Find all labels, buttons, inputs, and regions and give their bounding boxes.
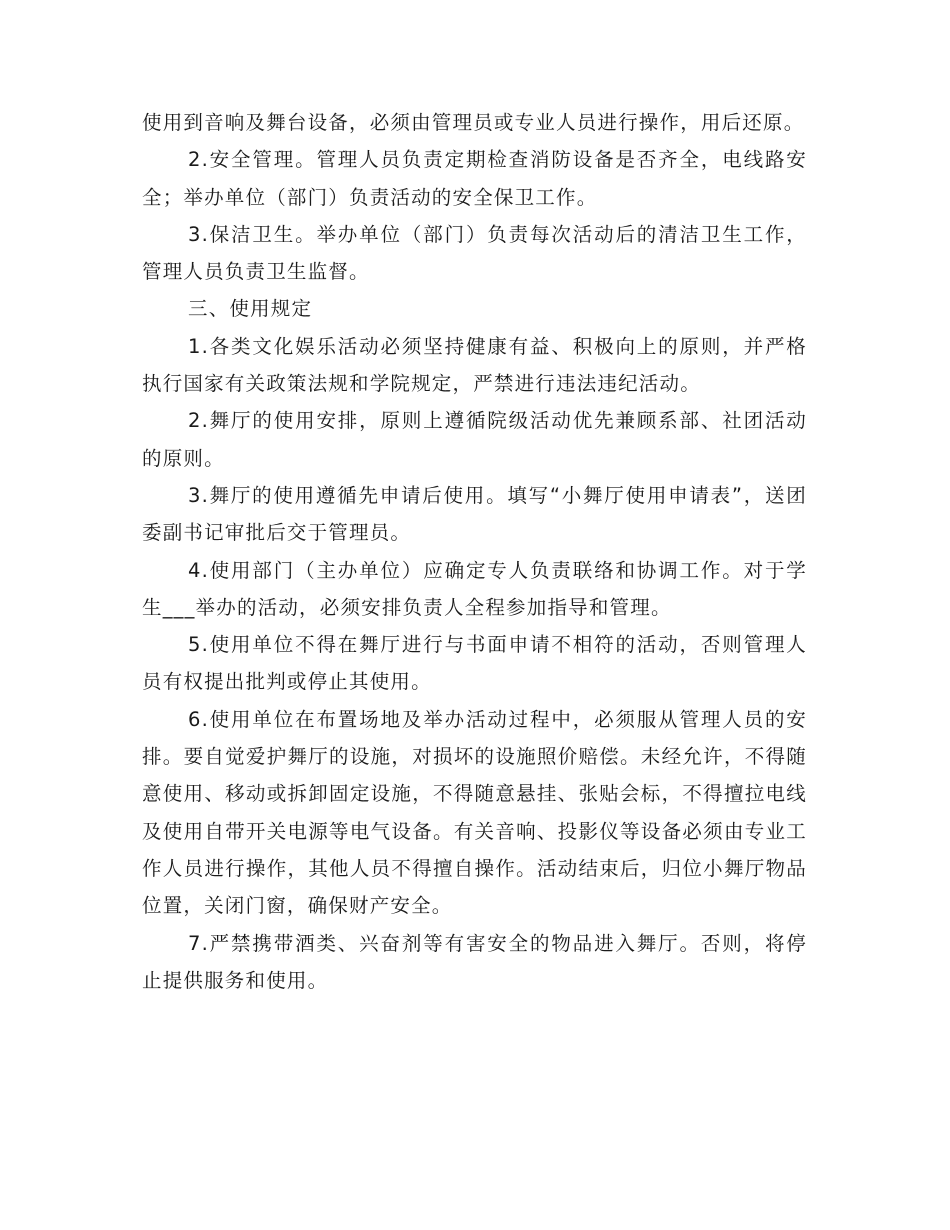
paragraph-rule-1: 1.各类文化娱乐活动必须坚持健康有益、积极向上的原则，并严格执行国家有关政策法规和学院规定，严禁进行违法违纪活动。 [142,334,807,396]
section-heading-usage-rules: 三、使用规定 [188,297,313,321]
paragraph-cleaning-hygiene: 3.保洁卫生。举办单位（部门）负责每次活动后的清洁卫生工作，管理人员负责卫生监督。 [142,222,807,284]
paragraph-rule-2: 2.舞厅的使用安排，原则上遵循院级活动优先兼顾系部、社团活动的原则。 [142,409,807,470]
paragraph-rule-4: 4.使用部门（主办单位）应确定专人负责联络和协调工作。对于学生___举办的活动，必须安排负责人全程参加指导和管理。 [142,558,807,619]
document-body [142,104,807,999]
paragraph-rule-6: 6.使用单位在布置场地及举办活动过程中，必须服从管理人员的安排。要自觉爱护舞厅的设施，对损坏的设施照价赔偿。未经允许，不得随意使用、移动或拆卸固定设施，不得随意悬挂、张贴会标，不得擅拉电线及使用自带开关电源等电气设备。有关音响、投影仪等设备必须由专业工作人员进行操作，其他人员不得擅自操作。活动结束后，归位小舞厅物品位置，关闭门窗，确保财产安全。 [142,707,807,918]
paragraph-rule-5: 5.使用单位不得在舞厅进行与书面申请不相符的活动，否则管理人员有权提出批判或停止其使用。 [142,633,807,694]
paragraph-safety-management: 2.安全管理。管理人员负责定期检查消防设备是否齐全，电线路安全；举办单位（部门）负责活动的安全保卫工作。 [142,148,807,209]
paragraph-rule-7: 7.严禁携带酒类、兴奋剂等有害安全的物品进入舞厅。否则，将停止提供服务和使用。 [142,931,807,992]
paragraph-rule-3: 3.舞厅的使用遵循先申请后使用。填写“小舞厅使用申请表”，送团委副书记审批后交于管理员。 [142,483,807,545]
paragraph-continuation: 使用到音响及舞台设备，必须由管理员或专业人员进行操作，用后还原。 [142,111,805,134]
